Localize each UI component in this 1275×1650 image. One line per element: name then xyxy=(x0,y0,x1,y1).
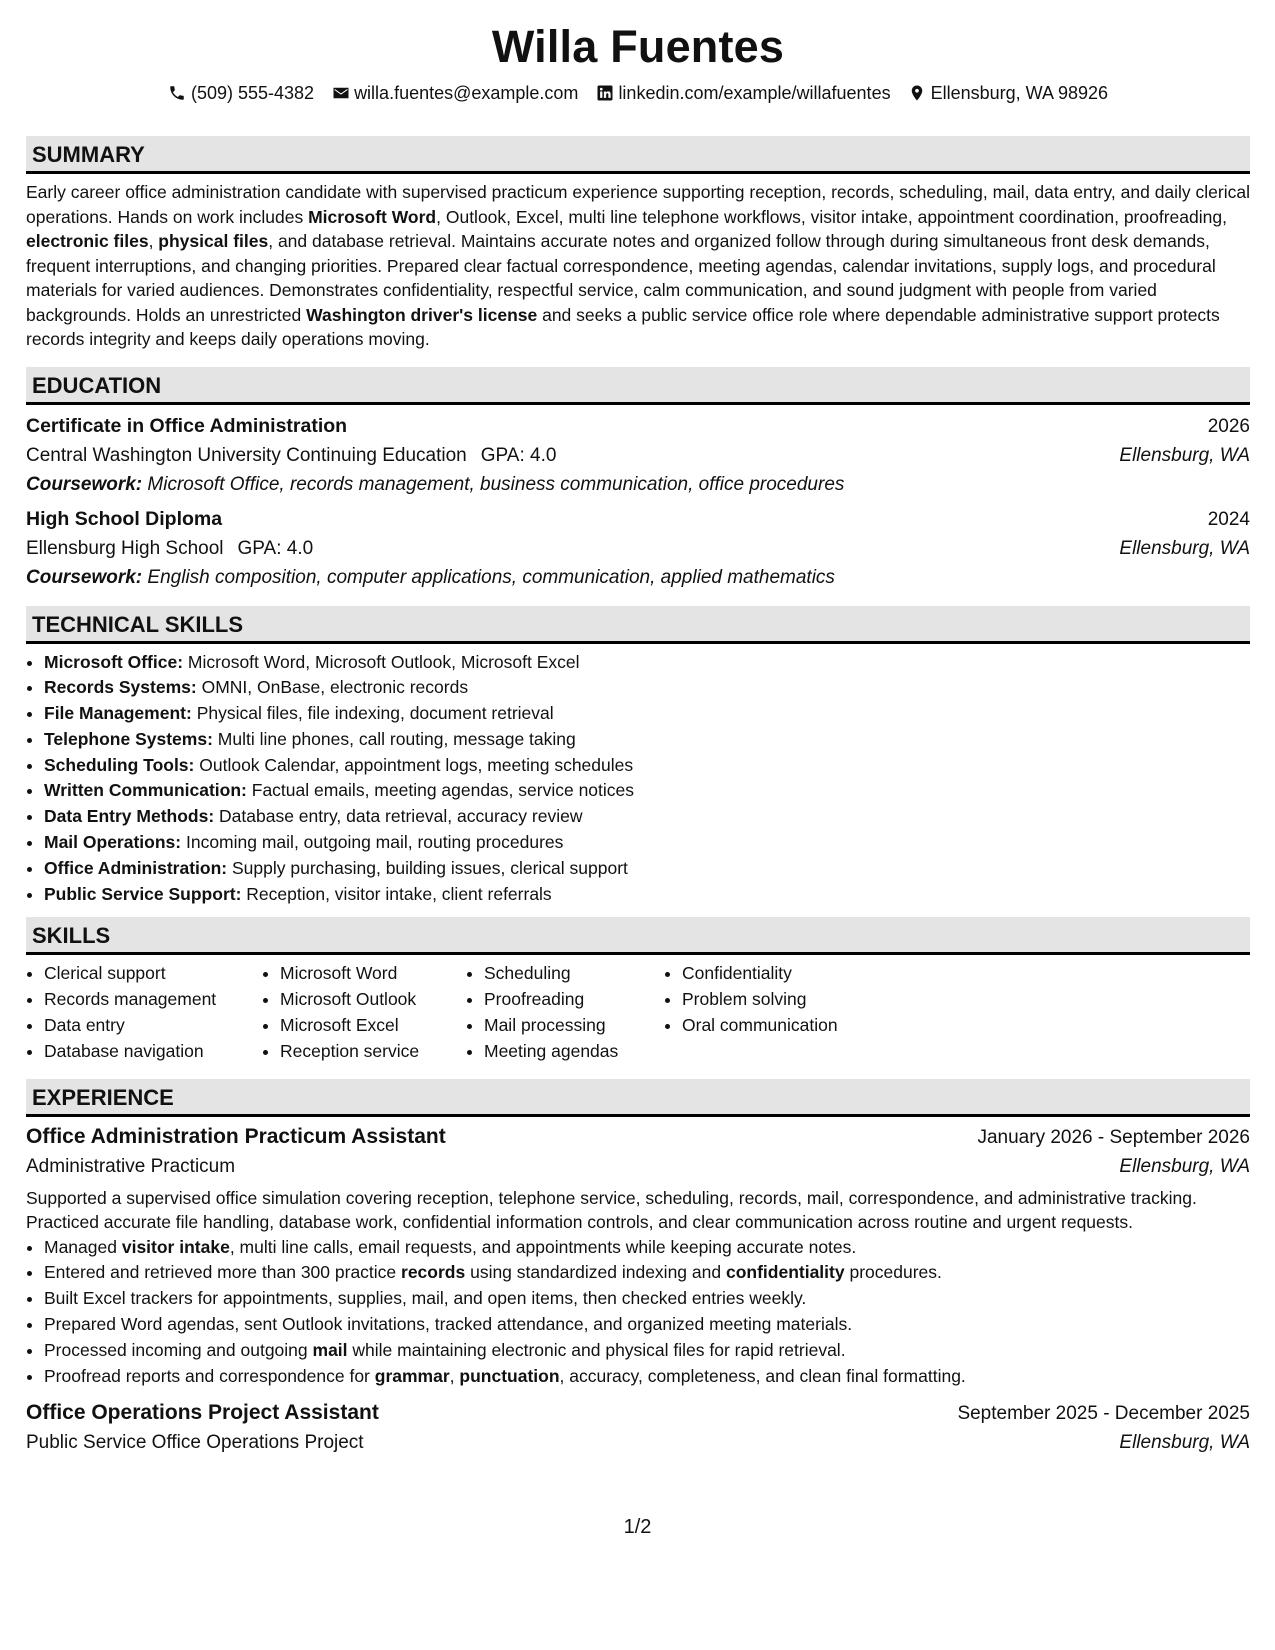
contact-bar xyxy=(26,80,1250,106)
list-item: • Scheduling xyxy=(484,961,664,987)
list-item: • Clerical support xyxy=(44,961,262,987)
job-bullets xyxy=(26,1235,1250,1390)
technical-skills-list xyxy=(26,650,1250,908)
contact-email[interactable] xyxy=(331,83,578,104)
summary-bold: Washington driver's license xyxy=(306,304,538,325)
skill-text: Physical files, file indexing, document retrieval xyxy=(196,703,554,724)
skill-label: Mail Operations: xyxy=(44,832,182,853)
section-header-technical-skills: TECHNICAL SKILLS xyxy=(26,606,1250,644)
skills-column xyxy=(26,961,262,1064)
list-item: • Mail processing xyxy=(484,1013,664,1039)
list-item: • Built Excel trackers for appointments, supplies, mail, and open items, then checked entries weekly. xyxy=(44,1286,1250,1312)
bullet-text: , multi line calls, email requests, and appointments while keeping accurate notes. xyxy=(229,1236,857,1257)
page-number: 1/2 xyxy=(623,1516,652,1538)
gpa: GPA: 4.0 xyxy=(480,444,557,466)
list-item: • Proofreading xyxy=(484,987,664,1013)
coursework-label: Coursework: xyxy=(26,566,143,588)
bullet-text: Entered and retrieved more than 300 practice xyxy=(44,1262,402,1283)
candidate-name: Willa Fuentes xyxy=(491,21,785,72)
list-item: • Prepared Word agendas, sent Outlook invitations, tracked attendance, and organized meeting materials. xyxy=(44,1312,1250,1338)
degree-title: High School Diploma xyxy=(26,507,223,530)
list-item xyxy=(44,1235,1250,1261)
skill-label: Office Administration: xyxy=(44,857,228,878)
list-item: • Confidentiality xyxy=(682,961,902,987)
bullet-bold: records xyxy=(401,1262,466,1283)
skill-label: Microsoft Office: xyxy=(44,651,184,672)
bullet-bold: punctuation xyxy=(459,1365,560,1386)
summary-text: and seeks a public service office role where dependable administrative support protects records integrity and keeps daily operations moving. xyxy=(26,304,1220,349)
envelope-icon xyxy=(331,84,350,103)
skill-text: Factual emails, meeting agendas, service notices xyxy=(251,780,635,801)
contact-location xyxy=(908,83,1108,104)
phone-icon xyxy=(168,84,187,103)
summary-bold: Microsoft Word xyxy=(308,206,437,227)
list-item: • Reception service xyxy=(280,1039,466,1065)
company-name: Public Service Office Operations Project xyxy=(26,1432,364,1454)
coursework-text: Microsoft Office, records management, business communication, office procedures xyxy=(147,473,845,495)
job-title: Office Administration Practicum Assistant xyxy=(26,1124,446,1148)
section-header-skills: SKILLS xyxy=(26,917,1250,955)
linkedin-link[interactable]: linkedin.com/example/willafuentes xyxy=(618,82,891,103)
coursework-text: English composition, computer applications, communication, applied mathematics xyxy=(147,566,835,588)
list-item xyxy=(44,804,1250,830)
linkedin-icon xyxy=(595,84,614,103)
institution-name: Ellensburg High School xyxy=(26,537,224,559)
education-location: Ellensburg, WA xyxy=(1119,537,1250,559)
bullet-text: Processed incoming and outgoing xyxy=(44,1339,313,1360)
education-entry xyxy=(26,508,1250,589)
list-item xyxy=(44,675,1250,701)
bullet-text: procedures. xyxy=(844,1262,942,1283)
summary-paragraph xyxy=(26,180,1250,352)
skills-column xyxy=(262,961,466,1064)
skill-text: Supply purchasing, building issues, clerical support xyxy=(231,857,628,878)
list-item xyxy=(44,856,1250,882)
list-item: • Microsoft Excel xyxy=(280,1013,466,1039)
summary-text: , Outlook, Excel, multi line telephone workflows, visitor intake, appointment coordination, proofreading, xyxy=(436,206,1227,227)
education-location: Ellensburg, WA xyxy=(1119,444,1250,466)
list-item: • Data entry xyxy=(44,1013,262,1039)
skill-label: Data Entry Methods: xyxy=(44,806,215,827)
contact-phone xyxy=(168,83,314,104)
bullet-text: , accuracy, completeness, and clean final formatting. xyxy=(559,1365,966,1386)
job-description: Supported a supervised office simulation covering reception, telephone service, scheduling, records, mail, correspondence, and administrative tracking. Practiced accurate file handling, database work, confidential information controls, and clear communication across routine and urgent requests. xyxy=(26,1187,1197,1233)
list-item xyxy=(44,1364,1250,1390)
list-item: • Problem solving xyxy=(682,987,902,1013)
job-location: Ellensburg, WA xyxy=(1119,1155,1250,1177)
list-item xyxy=(44,830,1250,856)
skill-text: Reception, visitor intake, client referrals xyxy=(246,883,552,904)
skill-text: Database entry, data retrieval, accuracy review xyxy=(219,806,583,827)
skills-column xyxy=(466,961,664,1064)
list-item xyxy=(44,1338,1250,1364)
list-item xyxy=(44,882,1250,908)
skill-text: Multi line phones, call routing, message taking xyxy=(217,728,576,749)
job-title: Office Operations Project Assistant xyxy=(26,1401,379,1425)
company-name: Administrative Practicum xyxy=(26,1155,236,1177)
experience-entry xyxy=(26,1401,1250,1454)
bullet-text: , xyxy=(449,1365,460,1386)
institution-name: Central Washington University Continuing Education xyxy=(26,444,467,466)
education-year: 2024 xyxy=(1207,508,1250,530)
skill-text: Microsoft Word, Microsoft Outlook, Microsoft Excel xyxy=(187,651,580,672)
skills-grid xyxy=(26,961,1250,1064)
bullet-bold: grammar xyxy=(374,1365,450,1386)
job-dates: January 2026 - September 2026 xyxy=(977,1126,1250,1148)
job-location: Ellensburg, WA xyxy=(1119,1432,1250,1454)
coursework xyxy=(26,567,1250,589)
skills-column xyxy=(664,961,902,1064)
job-dates: September 2025 - December 2025 xyxy=(957,1403,1250,1425)
email-link[interactable]: willa.fuentes@example.com xyxy=(354,82,579,103)
institution xyxy=(26,538,313,560)
summary-bold: electronic files xyxy=(26,231,149,251)
bullet-bold: visitor intake xyxy=(121,1236,230,1257)
phone-text: (509) 555-4382 xyxy=(190,82,315,103)
bullet-text: Proofread reports and correspondence for xyxy=(44,1365,375,1386)
coursework-label: Coursework: xyxy=(26,473,143,495)
bullet-bold: mail xyxy=(312,1339,348,1360)
coursework xyxy=(26,474,1250,496)
skill-label: Scheduling Tools: xyxy=(44,754,195,775)
gpa: GPA: 4.0 xyxy=(237,537,314,559)
skill-text: OMNI, OnBase, electronic records xyxy=(201,677,469,698)
bullet-text: while maintaining electronic and physical files for rapid retrieval. xyxy=(347,1339,846,1360)
section-header-experience: EXPERIENCE xyxy=(26,1079,1250,1117)
list-item xyxy=(44,701,1250,727)
list-item: • Records management xyxy=(44,987,262,1013)
list-item xyxy=(44,650,1250,676)
summary-bold: physical files xyxy=(158,231,269,251)
list-item xyxy=(44,1260,1250,1286)
summary-text: , and database retrieval. Maintains accurate notes and organized follow through during simultaneous front desk demands, frequent interruptions, and changing priorities. Prepared clear factual correspondence, meeting agendas, calendar invitations, supply logs, and procedural materials for varied audiences. Demonstrates confidentiality, respectful service, calm communication, and sound judgment with people from varied backgrounds. Holds an unrestricted xyxy=(26,231,1216,325)
skill-text: Outlook Calendar, appointment logs, meeting schedules xyxy=(199,754,634,775)
bullet-bold: confidentiality xyxy=(725,1262,845,1283)
institution xyxy=(26,445,556,467)
list-item: • Microsoft Word xyxy=(280,961,466,987)
section-header-education: EDUCATION xyxy=(26,367,1250,405)
degree-title: Certificate in Office Administration xyxy=(26,414,348,437)
skill-label: Records Systems: xyxy=(44,677,197,698)
list-item xyxy=(44,727,1250,753)
bullet-text: Managed xyxy=(44,1236,122,1257)
skill-label: Telephone Systems: xyxy=(44,728,213,749)
education-year: 2026 xyxy=(1207,415,1250,437)
skill-label: Public Service Support: xyxy=(44,883,242,904)
bullet-text: using standardized indexing and xyxy=(465,1262,726,1283)
resume-page xyxy=(26,0,1250,1454)
experience-entry xyxy=(26,1125,1250,1390)
skill-text: Incoming mail, outgoing mail, routing procedures xyxy=(185,832,564,853)
list-item: • Meeting agendas xyxy=(484,1039,664,1065)
skill-label: Written Communication: xyxy=(44,780,247,801)
summary-text: Early career office administration candidate with supervised practicum experience supporting reception, records, scheduling, mail, data entry, and daily clerical operations. Hands on work includes xyxy=(26,182,1251,227)
section-header-summary: SUMMARY xyxy=(26,136,1250,174)
list-item xyxy=(44,753,1250,779)
contact-linkedin[interactable] xyxy=(595,83,890,104)
map-pin-icon xyxy=(908,84,927,103)
list-item: • Database navigation xyxy=(44,1039,262,1065)
summary-text: , xyxy=(148,231,159,251)
skill-label: File Management: xyxy=(44,703,192,724)
list-item: • Microsoft Outlook xyxy=(280,987,466,1013)
list-item xyxy=(44,778,1250,804)
location-text: Ellensburg, WA 98926 xyxy=(930,82,1109,103)
education-entry xyxy=(26,415,1250,496)
list-item: • Oral communication xyxy=(682,1013,902,1039)
